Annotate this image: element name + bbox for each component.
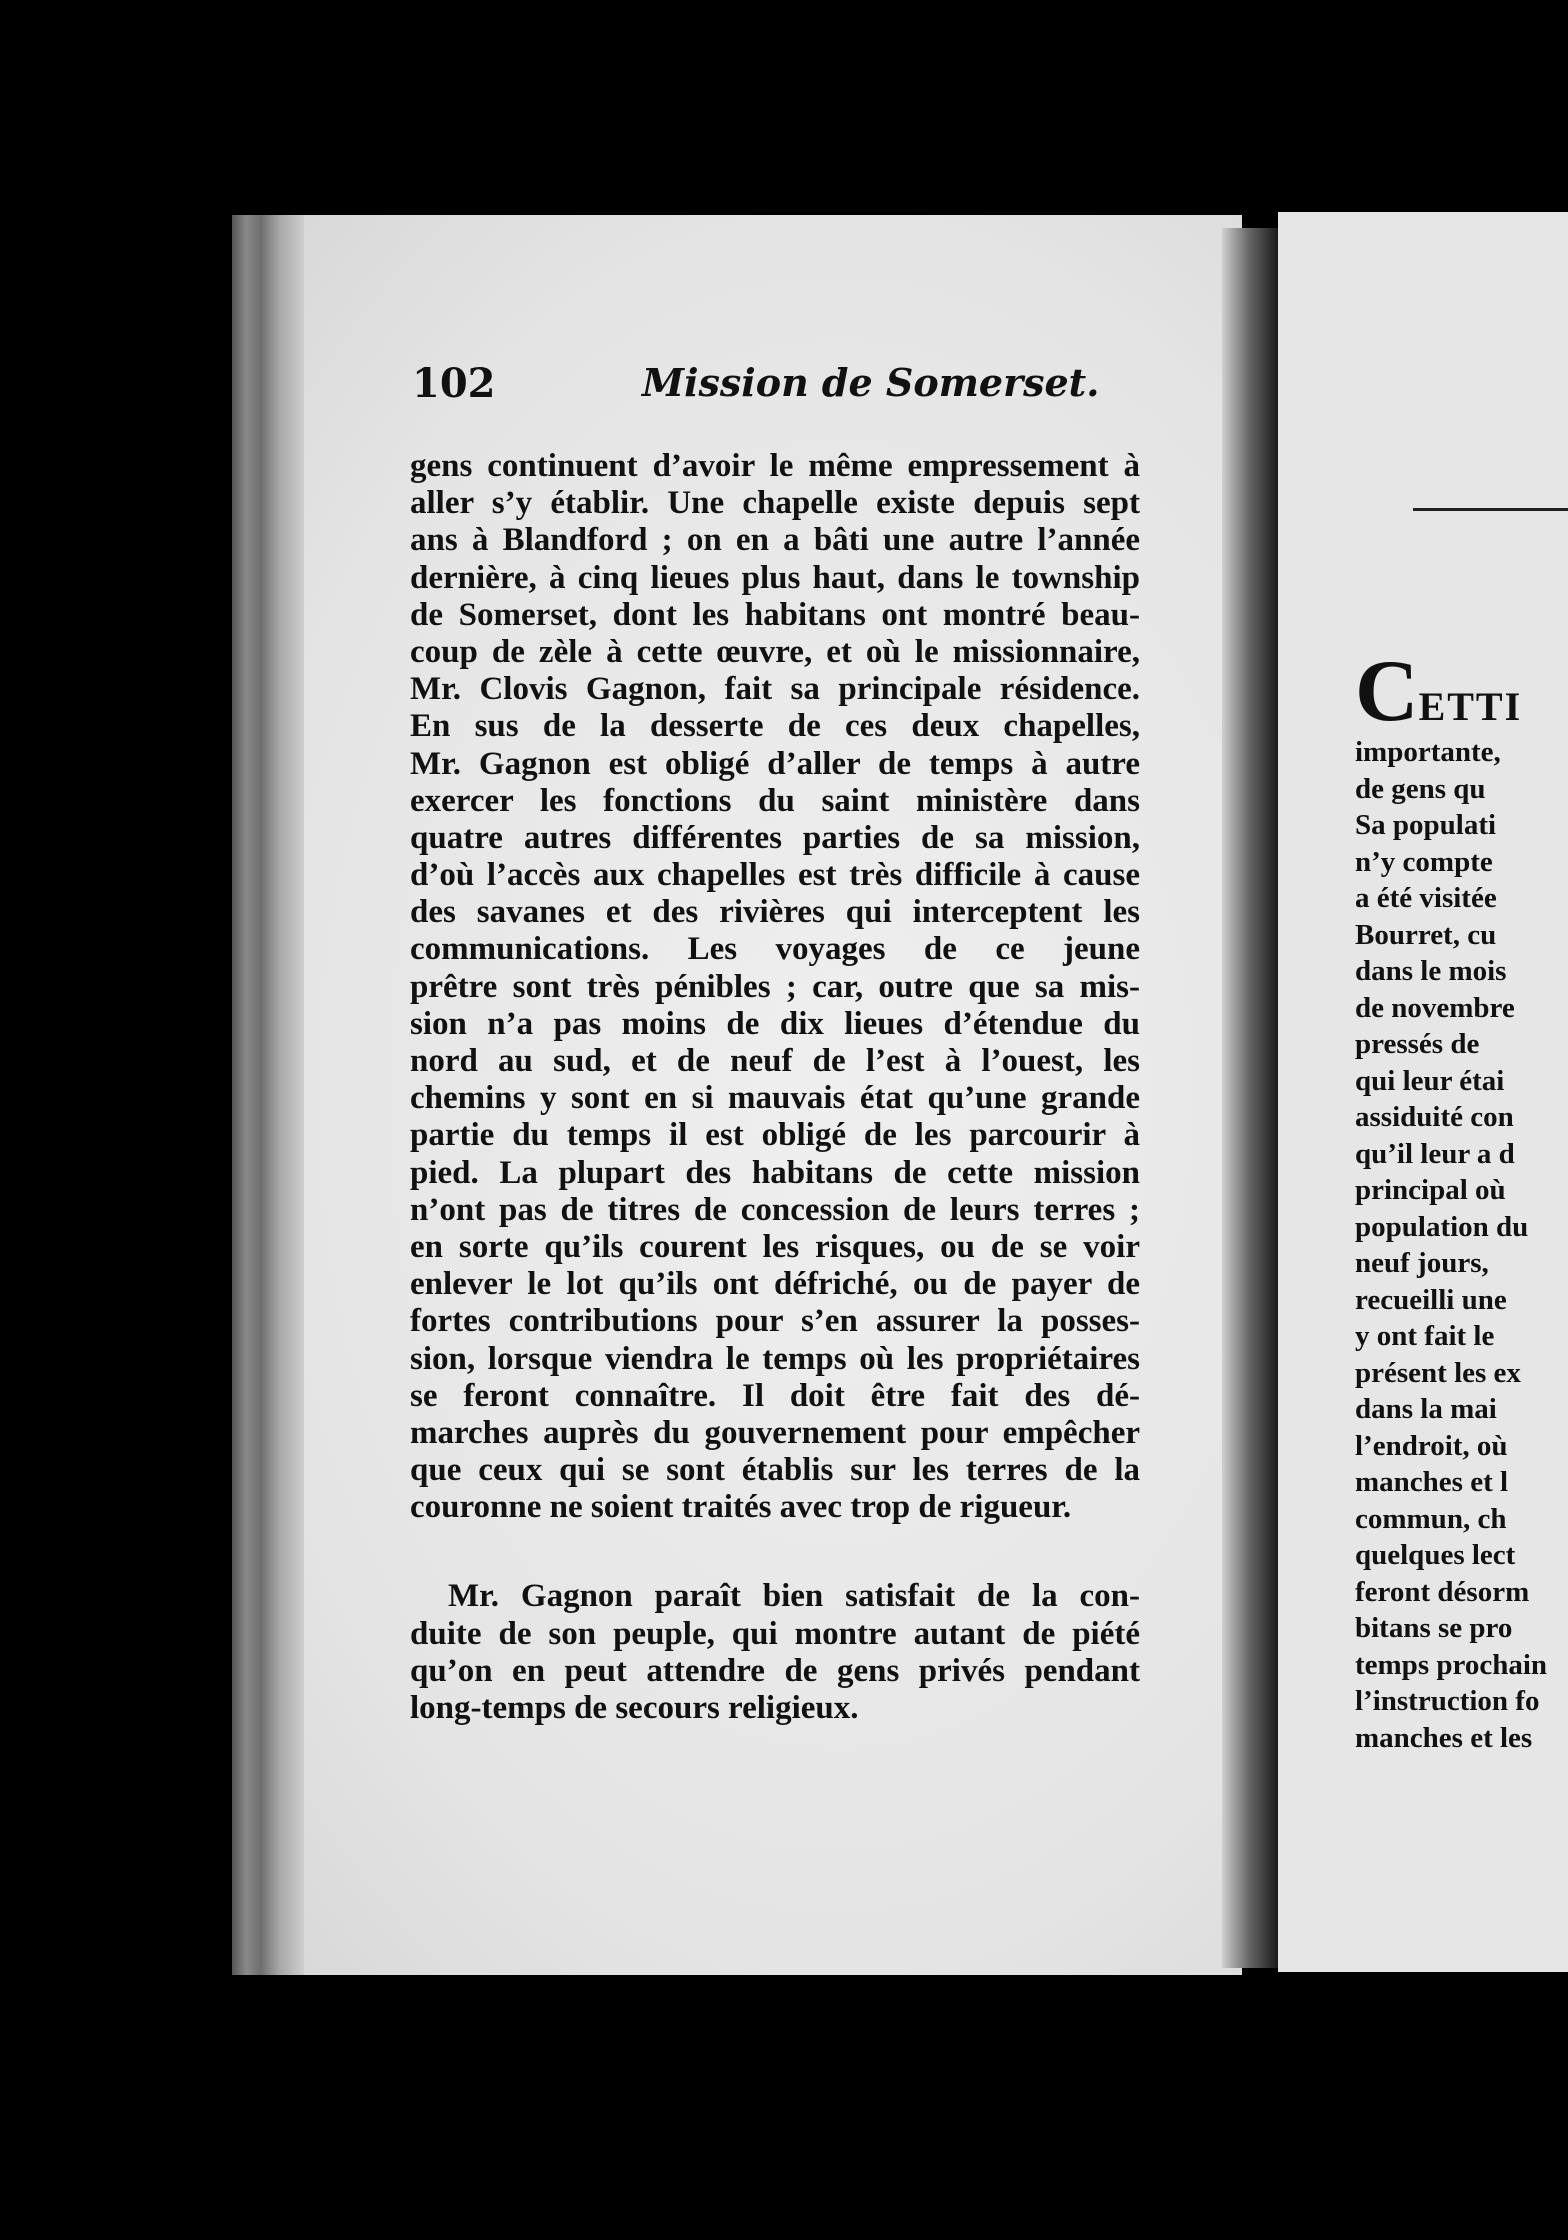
chapter-rule — [1413, 508, 1568, 511]
text-line: de gens qu — [1355, 772, 1486, 805]
text-line: feront désorm — [1355, 1575, 1530, 1608]
text-line: qui leur étai — [1355, 1064, 1505, 1097]
text-line: coup de zèle à cette œuvre, et où le missionnaire, — [410, 633, 1140, 670]
text-line: nord au sud, et de neuf de l’est à l’ouest, les — [410, 1043, 1140, 1079]
text-line: présent les ex — [1355, 1356, 1521, 1389]
text-line: fortes contributions pour s’en assurer la posses- — [410, 1303, 1140, 1340]
text-line: bitans se pro — [1355, 1612, 1513, 1644]
text-line: quelques lect — [1355, 1539, 1516, 1571]
text-line: Bourret, cu — [1355, 918, 1497, 951]
text-line: partie du temps il est obligé de les parcourir à — [410, 1117, 1140, 1154]
text-line: commun, ch — [1355, 1502, 1507, 1535]
text-line: des savanes et des rivières qui interceptent les — [410, 894, 1140, 931]
running-head — [412, 360, 1100, 420]
text-line: population du — [1355, 1210, 1529, 1243]
drop-cap: C — [1355, 662, 1419, 740]
text-line: temps prochain — [1355, 1648, 1548, 1681]
text-line: se feront connaître. Il doit être fait des dé- — [410, 1377, 1140, 1414]
text-line: que ceux qui se sont établis sur les terres de la — [410, 1452, 1140, 1489]
right-page-body-text — [1355, 662, 1568, 1756]
text-line: prêtre sont très pénibles ; car, outre que sa mis- — [410, 968, 1140, 1005]
text-line: n’ont pas de titres de concession de leurs terres ; — [410, 1191, 1140, 1228]
text-line: pressés de — [1355, 1028, 1480, 1060]
running-title: Mission de Somerset. — [642, 360, 1100, 405]
text-line: principal où — [1355, 1174, 1506, 1206]
text-line: d’où l’accès aux chapelles est très difficile à cause — [410, 857, 1140, 894]
text-line: marches auprès du gouvernement pour empêcher — [410, 1414, 1140, 1451]
text-line: sion, lorsque viendra le temps où les propriétaires — [410, 1340, 1140, 1377]
text-line: de Somerset, dont les habitans ont montré beau- — [410, 596, 1140, 633]
text-line: dans le mois — [1355, 955, 1507, 987]
paragraph-gap — [410, 1526, 1140, 1578]
text-line: y ont fait le — [1355, 1320, 1495, 1352]
text-line: sion n’a pas moins de dix lieues d’étendue du — [410, 1005, 1140, 1042]
text-line: communications. Les voyages de ce jeune — [410, 931, 1140, 968]
page-number: 102 — [412, 360, 496, 407]
text-line: qu’il leur a d — [1355, 1137, 1515, 1170]
text-line: dernière, à cinq lieues plus haut, dans le township — [410, 559, 1140, 596]
text-line: n’y compte — [1355, 845, 1493, 878]
text-line: recueilli une — [1355, 1283, 1507, 1316]
text-line: l’endroit, où — [1355, 1429, 1508, 1462]
text-line: a été visitée — [1355, 882, 1497, 914]
book-spine-shadow — [1222, 228, 1282, 1968]
text-line: qu’on en peut attendre de gens privés pendant — [410, 1652, 1140, 1689]
drop-cap-word-rest: ETTI — [1418, 684, 1523, 729]
text-line: neuf jours, — [1355, 1247, 1489, 1279]
text-line: de novembre — [1355, 991, 1515, 1024]
text-line: importante, — [1355, 736, 1501, 768]
text-line: exercer les fonctions du saint ministère dans — [410, 782, 1140, 819]
text-line: pied. La plupart des habitans de cette mission — [410, 1154, 1140, 1191]
text-line: enlever le lot qu’ils ont défriché, ou de payer de — [410, 1266, 1140, 1303]
text-line: l’instruction fo — [1355, 1685, 1540, 1717]
text-line: Mr. Clovis Gagnon, fait sa principale résidence. — [410, 671, 1140, 708]
text-line: couronne ne soient traités avec trop de rigueur. — [410, 1489, 1072, 1526]
text-line: aller s’y établir. Une chapelle existe depuis sept — [410, 485, 1140, 522]
right-page-opening-line — [1355, 662, 1568, 740]
left-page-body-text — [410, 448, 1140, 1727]
text-line: gens continuent d’avoir le même empressement à — [410, 448, 1140, 484]
text-line: En sus de la desserte de ces deux chapelles, — [410, 708, 1140, 745]
text-line: assiduité con — [1355, 1101, 1514, 1133]
text-line: ans à Blandford ; on en a bâti une autre l’année — [410, 522, 1140, 559]
text-line: Sa populati — [1355, 809, 1497, 841]
text-line: manches et les — [1355, 1721, 1533, 1754]
text-line: dans la mai — [1355, 1393, 1497, 1425]
text-line: quatre autres différentes parties de sa mission, — [410, 819, 1140, 856]
text-line: en sorte qu’ils courent les risques, ou de se voir — [410, 1228, 1140, 1265]
text-line: long-temps de secours religieux. — [410, 1690, 859, 1726]
text-line: Mr. Gagnon est obligé d’aller de temps à autre — [410, 745, 1140, 782]
text-line: manches et l — [1355, 1466, 1509, 1498]
text-line: chemins y sont en si mauvais état qu’une grande — [410, 1080, 1140, 1117]
page-gutter-shadow — [232, 215, 304, 1975]
text-line: duite de son peuple, qui montre autant de piété — [410, 1615, 1140, 1652]
text-line: Mr. Gagnon paraît bien satisfait de la con- — [448, 1578, 1140, 1615]
